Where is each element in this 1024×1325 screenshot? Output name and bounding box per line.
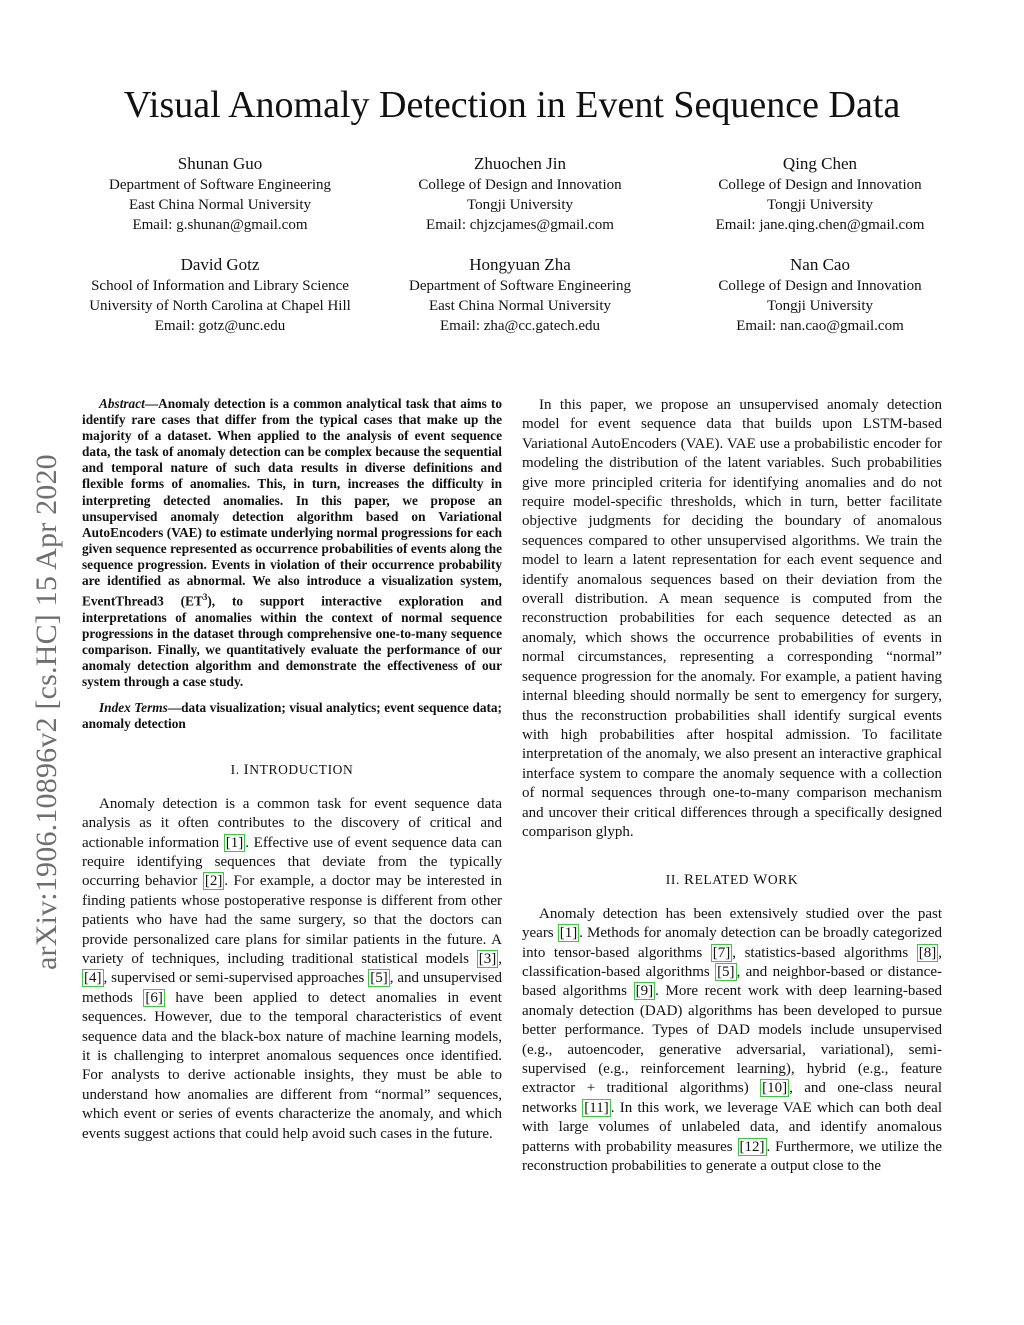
- author-block: [670, 153, 970, 235]
- citation-link[interactable]: [4]: [84, 970, 102, 987]
- index-terms-label: Index Terms: [99, 700, 168, 716]
- author-block: [370, 153, 670, 235]
- citation-link[interactable]: [10]: [762, 1080, 788, 1097]
- author-block: [70, 254, 370, 336]
- arxiv-identifier: arXiv:1906.10896v2 [cs.HC] 15 Apr 2020: [30, 454, 63, 970]
- author-email: Email: jane.qing.chen@gmail.com: [715, 217, 925, 233]
- author-row: [70, 153, 970, 235]
- citation-link[interactable]: [5]: [370, 970, 388, 987]
- citation-link[interactable]: [7]: [712, 944, 731, 961]
- section-heading-introduction: I. INTRODUCTION: [230, 762, 354, 779]
- author-institution: University of North Carolina at Chapel Hill: [89, 298, 351, 314]
- author-name: David Gotz: [180, 255, 260, 274]
- citation-link[interactable]: [1]: [559, 925, 578, 942]
- introduction-paragraph: Anomaly detection is a common task for event sequence data analysis as it often contributes to the discovery of critical and actionable information [1] . Effective use of event sequence data can require identifying sequences that deviate from the typically occurring behavior [2] . For example, a doctor may be interested in finding patients whose postoperative response is different from other patients who have had the same surgery, so that the doctors can provide personalized care plans for similar patients in the future. A variety of techniques, including traditional statistical models [3] , [4] , supervised or semi-supervised approaches [5] , and unsupervised methods [6] have been applied to detect anomalies in event sequences. However, due to the temporal characteristics of event sequence data and the black-box nature of machine learning models, it is challenging to interpret anomalous sequences once identified. For analysts to derive actionable insights, they must be able to understand how anomalies are different from “normal” sequences, which event or series of events characterize the anomaly, and which events suggest actions that could help avoid such cases in the future.: [82, 795, 503, 1142]
- author-affiliation: Department of Software Engineering: [108, 177, 331, 193]
- citation-link[interactable]: [11]: [584, 1099, 609, 1116]
- index-terms: [82, 700, 502, 732]
- citation-link[interactable]: [8]: [918, 944, 937, 961]
- author-name: Zhuochen Jin: [473, 154, 567, 173]
- citation-link[interactable]: [1]: [225, 834, 244, 851]
- author-email: Email: zha@cc.gatech.edu: [440, 318, 600, 334]
- abstract-label: Abstract: [99, 396, 145, 411]
- section-heading-related-work: II. RELATED WORK: [665, 872, 799, 889]
- abstract-text-continued: ), to support interactive exploration and interpretations of anomalies within the context of normal sequence progressions in the dataset through comprehensive one-to-many sequence comparison. Finally, we quantitatively evaluate the performance of our anomaly detection algorithm and demonstrate the effectiveness of our system through a case study.: [82, 593, 502, 690]
- introduction-paragraph-2: In this paper, we propose an unsupervised anomaly detection model for event sequence data that builds upon LSTM-based Variational AutoEncoders (VAE). VAE use a probabilistic encoder for modeling the distribution of the latent variables. Such probabilities give more principled criteria for identifying anomalies and do not require model-specific thresholds, which in turn, better facilitate objective judgments for deciding the boundary of anomalous sequences compared to other unsupervised algorithms. We train the model to learn a latent representation for each event sequence and identify anomalous sequences based on their deviation from the overall distribution. A mean sequence is computed from the reconstruction probabilities for each sequence detected as an anomaly, which shows the occurrence probabilities of events in normal circumstances, representing a corresponding “normal” sequence progression for the anomaly. For example, a patient having internal bleeding should normally be sent to emergency for surgery, thus the reconstruction probabilities shall identify surgical events with high probabilities after hospital admission. To facilitate interpretation of the anomaly, we also present an interactive graphical interface system to compare the anomaly sequence with a collection of normal sequences through one-to-many comparison mechanism and uncover their critical differences through a specifically designed comparison glyph.: [522, 397, 942, 840]
- author-name: Hongyuan Zha: [469, 255, 571, 274]
- citation-link[interactable]: [2]: [204, 873, 223, 890]
- abstract-text: —Anomaly detection is a common analytical task that aims to identify rare cases that differ from the typical cases that make up the majority of a dataset. When applied to the analysis of event sequence data, the task of anomaly detection can be complex because the sequential and temporal nature of such data results in diverse definitions and flexible forms of anomalies. This, in turn, increases the difficulty in interpreting detected anomalies. In this paper, we propose an unsupervised anomaly detection algorithm based on Variational AutoEncoders (VAE) to estimate underlying normal progressions for each given sequence represented as occurrence probabilities of events along the sequence progression. Events in violation of their occurrence probability are identified as abnormal. We also introduce a visualization system, EventThread3 (ET: [82, 396, 502, 609]
- citation-link[interactable]: [3]: [478, 950, 497, 967]
- abstract: [82, 396, 502, 690]
- left-column: [82, 396, 502, 1144]
- author-affiliation: College of Design and Innovation: [718, 177, 922, 193]
- author-institution: Tongji University: [766, 197, 874, 213]
- citation-link[interactable]: [9]: [635, 983, 654, 1000]
- author-institution: Tongji University: [766, 298, 874, 314]
- author-institution: East China Normal University: [128, 197, 312, 213]
- index-terms-text: —data visualization; visual analytics; event sequence data; anomaly detection: [82, 700, 502, 732]
- author-institution: Tongji University: [466, 197, 574, 213]
- author-block: [70, 153, 370, 235]
- author-name: Shunan Guo: [177, 154, 263, 173]
- related-work-paragraph: Anomaly detection has been extensively studied over the past years [1] . Methods for anomaly detection can be broadly categorized into tensor-based algorithms [7] , statistics-based algorithms [8] , classification-based algorithms [5] , and neighbor-based or distance-based algorithms [9] . More recent work with deep learning-based anomaly detection (DAD) algorithms has been developed to pursue better performance. Types of DAD models include unsupervised (e.g., autoencoder, generative adversarial, variational), semi-supervised (e.g., reinforcement learning), hybrid (e.g., feature extractor + traditional algorithms) [10] , and one-class neural networks [11] . In this work, we leverage VAE which can both deal with large volumes of unlabeled data, and identify anomalous patterns with probability measures [12] . Furthermore, we utilize the reconstruction probabilities to generate a output close to the: [522, 905, 942, 1175]
- citation-link[interactable]: [12]: [739, 1138, 765, 1155]
- author-institution: East China Normal University: [428, 298, 612, 314]
- author-affiliation: College of Design and Innovation: [718, 278, 922, 294]
- paper-title: Visual Anomaly Detection in Event Sequence Data: [123, 84, 901, 126]
- citation-link[interactable]: [5]: [717, 963, 735, 980]
- author-email: Email: chjzcjames@gmail.com: [426, 217, 614, 233]
- author-email: Email: nan.cao@gmail.com: [736, 318, 904, 334]
- author-affiliation: College of Design and Innovation: [418, 177, 622, 193]
- author-block: [370, 254, 670, 336]
- abstract-superscript: 3: [202, 592, 208, 603]
- author-name: Nan Cao: [790, 255, 850, 274]
- citation-link[interactable]: [6]: [145, 989, 163, 1006]
- author-name: Qing Chen: [782, 154, 858, 173]
- author-affiliation: School of Information and Library Science: [91, 278, 349, 294]
- author-email: Email: g.shunan@gmail.com: [132, 217, 308, 233]
- author-row: [70, 254, 970, 336]
- author-block: [670, 254, 970, 336]
- author-email: Email: gotz@unc.edu: [154, 318, 286, 334]
- author-affiliation: Department of Software Engineering: [408, 278, 631, 294]
- right-column: [522, 396, 942, 1176]
